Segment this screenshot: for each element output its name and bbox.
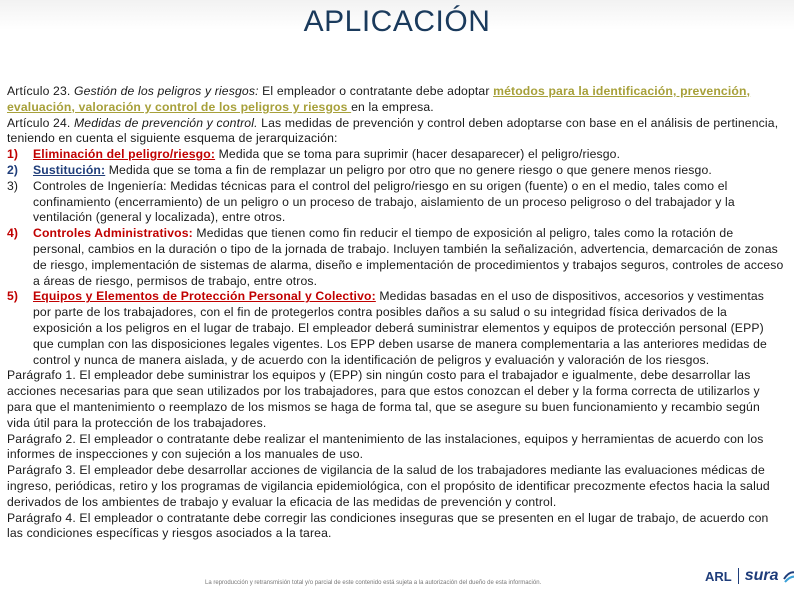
page-title: APLICACIÓN bbox=[303, 5, 491, 38]
list-number: 2) bbox=[7, 162, 19, 177]
list-item-label: Sustitución: bbox=[33, 162, 106, 177]
sura-mark-icon bbox=[782, 568, 794, 584]
article-23-text: El empleador o contratante debe adoptar bbox=[258, 84, 494, 98]
arl-sura-logo bbox=[705, 566, 794, 586]
list-number: 1) bbox=[7, 147, 19, 162]
list-item-5 bbox=[7, 289, 785, 368]
list-number: 4) bbox=[7, 226, 19, 241]
list-item-4 bbox=[7, 226, 785, 289]
article-23 bbox=[7, 84, 785, 116]
list-item-text: Medidas basadas en el uso de dispositivos, accesorios y vestimentas por parte de los trabajadores, con el fin de protegerlos contra posibles daños a su salud o su integridad física derivados de la exposición a los peligros en el lugar de trabajo. El empleador deberá suministrar elementos y equipos de protección personal (EPP) que cumplan con las disposiciones legales vigentes. Los EPP deben usarse de manera complementaria a las anteriores medidas de control y nunca de manera aislada, y de acuerdo con la identificación de peligros y evaluación y valoración de los riesgos. bbox=[33, 289, 767, 367]
logo-divider bbox=[738, 568, 739, 584]
list-item-3 bbox=[7, 179, 785, 226]
logo-arl-text: ARL bbox=[705, 568, 732, 584]
list-item-2 bbox=[7, 163, 785, 179]
article-24-heading: Medidas de prevención y control. bbox=[73, 115, 258, 130]
paragraph-2: Parágrafo 2. El empleador o contratante debe realizar el mantenimiento de las instalaciones, equipos y herramientas de acuerdo con los informes de inspecciones y con sujeción a los manuales de uso. bbox=[7, 431, 764, 462]
list-item-label: Equipos y Elementos de Protección Personal y Colectivo: bbox=[33, 289, 376, 304]
list-item-text: Medida que se toma a fin de remplazar un peligro por otro que no genere riesgo o que genere menos riesgo. bbox=[105, 162, 712, 177]
document-body bbox=[7, 84, 785, 542]
list-item-text: Medida que se toma para suprimir (hacer desaparecer) el peligro/riesgo. bbox=[215, 147, 621, 162]
article-23-lead: Artículo 23. bbox=[7, 84, 74, 98]
article-24 bbox=[7, 116, 785, 148]
article-23-heading: Gestión de los peligros y riesgos: bbox=[73, 84, 259, 98]
paragraph-4: Parágrafo 4. El empleador o contratante debe corregir las condiciones inseguras que se presenten en el lugar de trabajo, de acuerdo con las condiciones específicas y riesgos asociados a la tarea. bbox=[7, 510, 769, 541]
paragraph-3: Parágrafo 3. El empleador debe desarrollar acciones de vigilancia de la salud de los trabajadores mediante las evaluaciones médicas de ingreso, periódicas, retiro y los programas de vigilancia epidemiológica, con el propósito de identificar precozmente efectos hacia la salud derivados de los ambientes de trabajo y evaluar la eficacia de las medidas de prevención y control. bbox=[7, 463, 770, 509]
copyright-note: La reproducción y retransmisión total y/o parcial de este contenido está sujeta a la autorización del dueño de esta información. bbox=[205, 580, 542, 586]
list-item-label: Eliminación del peligro/riesgo: bbox=[33, 147, 216, 162]
list-number: 3) bbox=[7, 178, 19, 193]
logo-sura-text: sura bbox=[744, 567, 779, 584]
list-item-label: Controles Administrativos: bbox=[33, 226, 193, 241]
article-23-tail: en la empresa. bbox=[351, 99, 434, 114]
paragraph-1: Parágrafo 1. El empleador debe suministrar los equipos y (EPP) sin ningún costo para el trabajador e igualmente, debe desarrollar las acciones necesarias para que sean utilizados por los trabajadores, para que estos conozcan el deber y la forma correcta de utilizarlos y para que el mantenimiento o reemplazo de los mismos se haga de forma tal, que se asegure su buen funcionamiento y recambio según vida útil para la protección de los trabajadores. bbox=[7, 368, 760, 430]
article-24-text: Las medidas de prevención y control deben adoptarse con base en el análisis de pertinencia, teniendo en cuenta el siguiente esquema de jerarquización: bbox=[7, 115, 779, 146]
article-24-lead: Artículo 24. bbox=[7, 115, 74, 130]
list-item-text: Controles de Ingeniería: Medidas técnicas para el control del peligro/riesgo en su origen (fuente) o en el medio, tales como el confinamiento (encerramiento) de un peligro o un proceso de trabajo, aislamiento de un proceso peligroso o del trabajador y la ventilación (general y localizada), entre otros. bbox=[33, 178, 735, 225]
list-number: 5) bbox=[7, 289, 19, 304]
list-item-1 bbox=[7, 147, 785, 163]
article-23-highlight: métodos para la identificación, prevención, evaluación, valoración y control de los peligros y riesgos bbox=[7, 84, 751, 114]
list-item-text: Medidas que tienen como fin reducir el tiempo de exposición al peligro, tales como la rotación de personal, cambios en la duración o tipo de la jornada de trabajo. Incluyen también la señalización, advertencia, demarcación de zonas de riesgo, implementación de sistemas de alarma, diseño e implementación de procedimientos y trabajos seguros, controles de acceso a áreas de riesgo, permisos de trabajo, entre otros. bbox=[33, 226, 784, 288]
